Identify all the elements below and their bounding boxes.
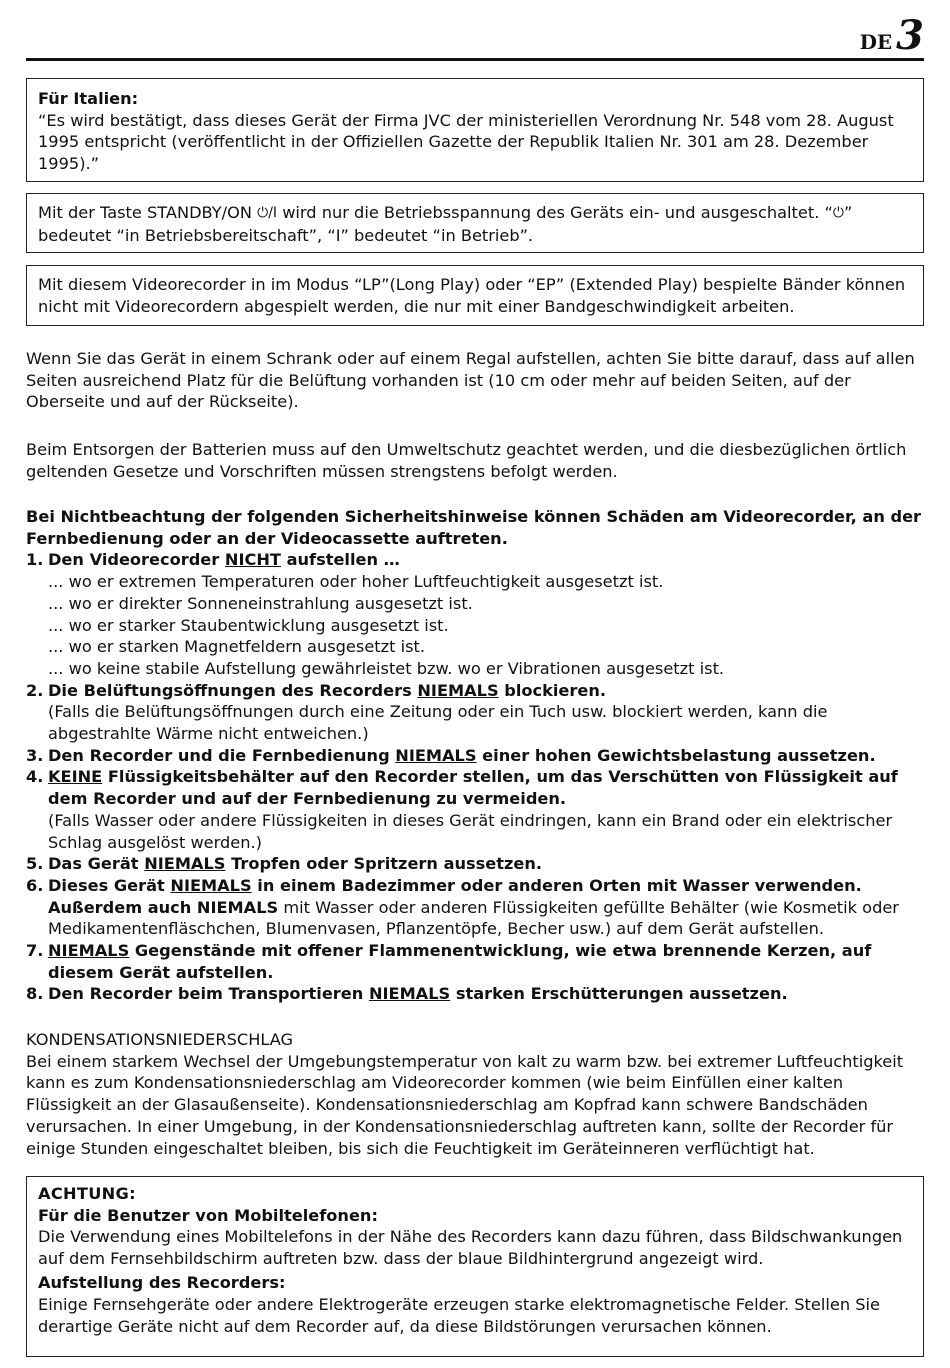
page-number-label <box>859 12 924 59</box>
item-number: 6. <box>26 875 44 895</box>
item-text: Gegenstände mit offener Flammenentwicklung, wie etwa brennende Kerzen, auf diesem Gerät aufstellen. <box>48 941 872 982</box>
item-number: 4. <box>26 767 44 787</box>
condensation-text: Bei einem starkem Wechsel der Umgebungstemperatur von kalt zu warm bzw. bei extremer Luftfeuchtigkeit kann es zum Kondensationsniederschlag am Videorecorder kommen (wie beim Einfüllen einer kalten Flüssigkeit an der Glasaußenseite). Kondensationsniederschlag am Kopfrad kann schwere Bandschäden verursachen. In einer Umgebung, in der Kondensationsniederschlag auftreten kann, sollte der Recorder für einige Stunden eingeschaltet bleiben, bis sich die Feuchtigkeit im Geräteinneren verflüchtigt hat. <box>26 1051 904 1158</box>
safety-item-1 <box>26 549 924 679</box>
caution-box <box>26 1176 924 1357</box>
italy-notice-text: “Es wird bestätigt, dass dieses Gerät der Firma JVC der ministeriellen Verordnung Nr. 548 vom 28. August 1995 entspricht (veröffentlicht in der Offiziellen Gazette der Republik Italien Nr. 301 am 28. Dezember 1995).” <box>38 110 894 173</box>
caution-title: ACHTUNG: <box>38 1184 136 1203</box>
ventilation-paragraph <box>26 348 924 413</box>
item-text: starken Erschütterungen aussetzen. <box>450 984 788 1004</box>
item-text: Den Recorder und die Fernbedienung <box>48 745 396 765</box>
placement-text: Einige Fernsehgeräte oder andere Elektrogeräte erzeugen starke elektromagnetische Felder. Stellen Sie derartige Geräte nicht auf dem Recorder auf, da diese Bildstörungen verursachen können. <box>38 1294 880 1336</box>
list-item: ... wo keine stabile Aufstellung gewährleistet bzw. wo er Vibrationen ausgesetzt ist. <box>48 658 725 678</box>
page-number: 3 <box>896 12 924 59</box>
emphasis-underline: NIEMALS <box>417 680 499 700</box>
standby-text-pre: Mit der Taste STANDBY/ON <box>38 203 258 222</box>
ventilation-text: Wenn Sie das Gerät in einem Schrank oder auf einem Regal aufstellen, achten Sie bitte darauf, dass auf allen Seiten ausreichend Platz für die Belüftung vorhanden ist (10 cm oder mehr auf beiden Seiten, auf der Oberseite und auf der Rückseite). <box>26 349 915 412</box>
item-text: Den Videorecorder <box>48 550 225 570</box>
safety-item-2 <box>26 680 924 745</box>
italy-notice-title: Für Italien: <box>38 89 139 108</box>
item-text: Tropfen oder Spritzern aussetzen. <box>225 854 543 874</box>
item-text: Den Recorder beim Transportieren <box>48 984 369 1004</box>
lp-ep-notice-box <box>26 265 924 326</box>
safety-item-6 <box>26 875 924 940</box>
location-sublist <box>48 571 924 680</box>
safety-section <box>26 506 924 1005</box>
item-text: einer hohen Gewichtsbelastung aussetzen. <box>476 745 876 765</box>
batteries-text: Beim Entsorgen der Batterien muss auf den Umweltschutz geachtet werden, und die diesbezüglichen örtlich geltenden Gesetze und Vorschriften müssen strengstens befolgt werden. <box>26 440 907 481</box>
safety-list <box>26 549 924 1005</box>
item-note: (Falls Wasser oder andere Flüssigkeiten in dieses Gerät eindringen, kann ein Brand oder ein elektrischer Schlag ausgelöst werden.) <box>48 810 893 852</box>
item-number: 3. <box>26 745 44 765</box>
lp-ep-notice-text: Mit diesem Videorecorder in im Modus “LP”(Long Play) oder “EP” (Extended Play) bespielte Bänder können nicht mit Videorecordern abgespielt werden, die nur mit einer Bandgeschwindigkeit arbeiten. <box>38 275 906 316</box>
item-text: mit Wasser oder anderen Flüssigkeiten gefüllte Behälter (wie Kosmetik oder Medikamentenfläschchen, Blumenvasen, Pflanzentöpfe, Becher usw.) auf dem Gerät aufstellen. <box>48 897 899 939</box>
placement-heading: Aufstellung des Recorders: <box>38 1273 286 1293</box>
item-number: 1. <box>26 550 44 570</box>
item-number: 5. <box>26 854 44 874</box>
batteries-paragraph <box>26 439 924 482</box>
page-header <box>26 14 924 61</box>
standby-symbol-icon: ⏻ <box>832 205 844 221</box>
list-item: ... wo er extremen Temperaturen oder hoher Luftfeuchtigkeit ausgesetzt ist. <box>48 572 664 592</box>
language-code: DE <box>859 30 893 54</box>
item-note: (Falls die Belüftungsöffnungen durch eine Zeitung oder ein Tuch usw. blockiert werden, kann die abgestrahlte Wärme nicht entweichen.) <box>48 702 828 744</box>
emphasis-underline: NIEMALS <box>170 875 252 895</box>
safety-item-3 <box>26 745 924 767</box>
list-item: ... wo er starken Magnetfeldern ausgesetzt ist. <box>48 637 426 657</box>
item-text: Dieses Gerät <box>48 875 171 895</box>
item-text: Die Belüftungsöffnungen des Recorders <box>48 680 418 700</box>
safety-intro: Bei Nichtbeachtung der folgenden Sicherheitshinweise können Schäden am Videorecorder, an der Fernbedienung oder an der Videocassette auftreten. <box>26 507 922 548</box>
safety-item-8 <box>26 983 924 1005</box>
safety-item-7 <box>26 940 924 983</box>
standby-notice-box <box>26 193 924 253</box>
standby-on-symbol-icon: ⏻/I <box>257 205 278 221</box>
item-text: Flüssigkeitsbehälter auf den Recorder stellen, um das Verschütten von Flüssigkeit auf dem Recorder und auf der Fernbedienung zu vermeiden. <box>48 767 898 809</box>
safety-item-5 <box>26 853 924 875</box>
condensation-section <box>26 1029 924 1159</box>
safety-item-4 <box>26 766 924 853</box>
item-text: Das Gerät <box>48 854 145 874</box>
emphasis-underline: KEINE <box>48 767 103 787</box>
emphasis-underline: NIEMALS <box>368 984 451 1004</box>
mobile-phone-text: Die Verwendung eines Mobiltelefons in der Nähe des Recorders kann dazu führen, dass Bildschwankungen auf dem Fernsehbildschirm auftreten bzw. dass der blaue Bildhintergrund angezeigt wird. <box>38 1227 903 1268</box>
emphasis-underline: NIEMALS <box>144 854 226 874</box>
item-text: aufstellen … <box>280 550 400 570</box>
condensation-heading: KONDENSATIONSNIEDERSCHLAG <box>26 1030 294 1049</box>
item-number: 7. <box>26 941 44 961</box>
emphasis-underline: NIEMALS <box>395 745 477 765</box>
list-item: ... wo er direkter Sonneneinstrahlung ausgesetzt ist. <box>48 593 473 613</box>
list-item: ... wo er starker Staubentwicklung ausgesetzt ist. <box>48 615 449 635</box>
item-number: 8. <box>26 984 44 1004</box>
standby-text-post: ” bedeutet “in Betriebsbereitschaft”, “I” bedeutet “in Betrieb”. <box>38 203 853 245</box>
mobile-phone-heading: Für die Benutzer von Mobiltelefonen: <box>38 1205 378 1225</box>
item-text: in einem Badezimmer oder anderen Orten mit Wasser verwenden. Außerdem auch NIEMALS <box>48 875 862 917</box>
item-text: blockieren. <box>498 680 607 700</box>
standby-text-mid: wird nur die Betriebsspannung des Geräts ein- und ausgeschaltet. “ <box>277 203 833 222</box>
item-number: 2. <box>26 680 44 700</box>
emphasis-underline: NIEMALS <box>48 941 130 961</box>
emphasis-underline: NICHT <box>224 550 281 570</box>
italy-notice-box <box>26 78 924 182</box>
standby-notice-text <box>38 202 912 246</box>
